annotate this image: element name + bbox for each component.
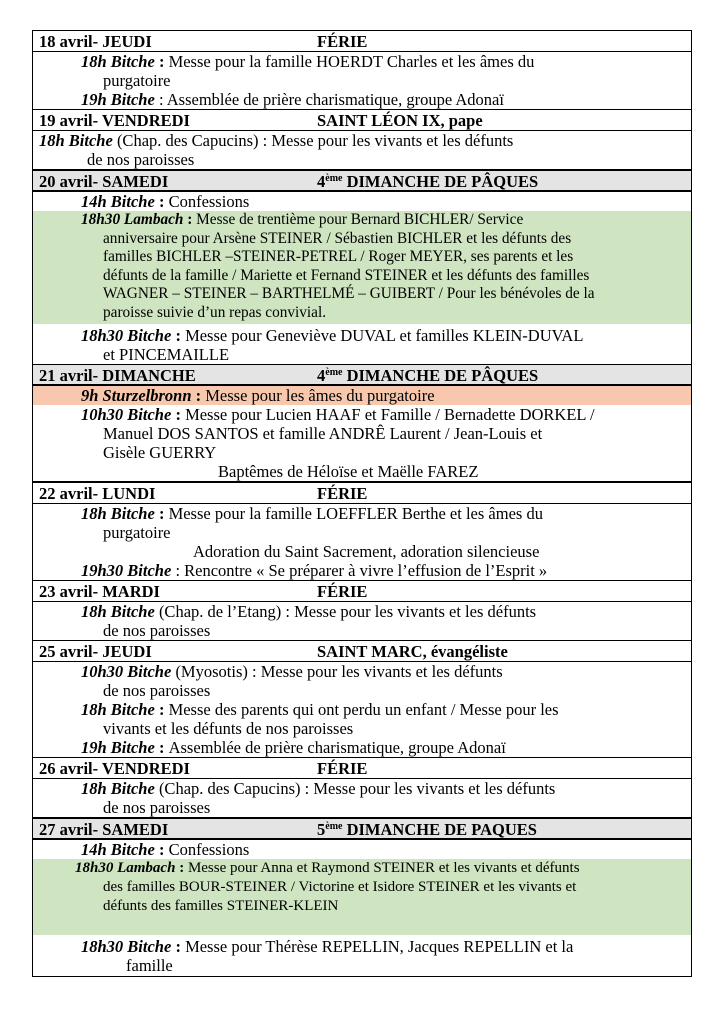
entry-location: 10h30 Bitche — [81, 405, 172, 424]
entry-location: 18h30 Bitche — [81, 937, 172, 956]
day-header — [33, 641, 691, 662]
entry-location: 18h Bitche — [81, 602, 155, 621]
day-header — [33, 581, 691, 602]
day-date: 20 avril- SAMEDI — [39, 172, 169, 191]
day-entries — [33, 662, 691, 758]
schedule-table — [32, 30, 692, 977]
mass-entry: 18h30 Bitche : Messe pour Thérèse REPELLIN, Jacques REPELLIN et la famille — [81, 937, 574, 975]
mass-entry: 18h30 Lambach : Messe de trentième pour Bernard BICHLER/ Service anniversaire pour Arsène STEINER / Sébastien BICHLER et les défunts des familles BICHLER –STEINER-PETREL / Roger MEYER, ses parents et les défunts de la famille / Mariette et Fernand STEINER et les défunts des familles WAGNER – STEINER – BARTHELMÉ – GUIBERT / Pour les bénévoles de la paroisse suivie d’un repas convivial. — [33, 211, 691, 324]
day-date: 26 avril- VENDREDI — [39, 759, 190, 778]
mass-entry: 19h30 Bitche : Rencontre « Se préparer à vivre l’effusion de l’Esprit » — [81, 561, 548, 580]
entry-text: Messe pour Geneviève DUVAL et familles KLEIN-DUVAL — [185, 326, 584, 345]
day-date: 18 avril- JEUDI — [39, 32, 152, 51]
entry-text: Messe pour la famille HOERDT Charles et les âmes du — [168, 52, 535, 71]
day-date: 27 avril- SAMEDI — [39, 820, 169, 839]
entry-location: 18h Bitche — [39, 131, 113, 150]
day-header — [33, 758, 691, 779]
mass-entry: 18h Bitche : Messe pour la famille HOERDT Charles et les âmes du purgatoire — [81, 52, 535, 90]
day-date: 23 avril- MARDI — [39, 582, 160, 601]
day-feast: 5ème DIMANCHE DE PAQUES — [317, 820, 537, 839]
day-feast: FÉRIE — [317, 759, 368, 778]
day-entries — [33, 779, 691, 819]
entry-text: Messe des parents qui ont perdu un enfant / Messe pour les — [168, 700, 559, 719]
day-feast: FÉRIE — [317, 32, 368, 51]
day-feast: 4ème DIMANCHE DE PÂQUES — [317, 366, 539, 385]
entry-location: 18h Bitche — [81, 700, 155, 719]
entry-text: Assemblée de prière charismatique, groupe Adonaï — [166, 90, 504, 109]
mass-entry: 18h30 Lambach : Messe pour Anna et Raymond STEINER et les vivants et défunts des familles BOUR-STEINER / Victorine et Isidore STEINER et les vivants et défunts des familles STEINER-KLEIN — [33, 859, 691, 935]
day-header — [33, 365, 691, 386]
entry-text: Messe pour Thérèse REPELLIN, Jacques REPELLIN et la — [185, 937, 574, 956]
day-date: 19 avril- VENDREDI — [39, 111, 190, 130]
day-feast: SAINT LÉON IX, pape — [317, 111, 483, 130]
entry-location: 18h30 Lambach — [75, 860, 176, 876]
mass-entry: 18h Bitche (Chap. de l’Etang) : Messe pour les vivants et les défunts de nos paroisses — [81, 602, 537, 640]
entry-location: 18h30 Bitche — [81, 326, 172, 345]
entry-text: Messe pour les âmes du purgatoire — [205, 386, 435, 405]
entry-location: 10h30 Bitche — [81, 662, 172, 681]
mass-entry: 10h30 Bitche (Myosotis) : Messe pour les vivants et les défunts de nos paroisses — [81, 662, 503, 700]
entry-text: Rencontre « Se préparer à vivre l’effusion de l’Esprit » — [184, 561, 548, 580]
day-date: 22 avril- LUNDI — [39, 484, 156, 503]
mass-entry: 18h Bitche : Messe pour la famille LOEFFLER Berthe et les âmes du purgatoire — [81, 504, 543, 542]
day-header — [33, 31, 691, 52]
day-feast: FÉRIE — [317, 582, 368, 601]
mass-entry: 19h Bitche : Assemblée de prière charismatique, groupe Adonaï — [81, 90, 504, 109]
entry-text: Messe pour la famille LOEFFLER Berthe et les âmes du — [168, 504, 543, 523]
adoration-note: Adoration du Saint Sacrement, adoration silencieuse — [193, 542, 540, 561]
entry-location: 18h Bitche — [81, 779, 155, 798]
entry-text: Messe pour Anna et Raymond STEINER et les vivants et défunts — [187, 860, 580, 876]
day-entries — [33, 602, 691, 641]
day-header — [33, 819, 691, 840]
entry-location: 19h30 Bitche — [81, 561, 172, 580]
entry-text: Confessions — [168, 192, 250, 211]
entry-text: Messe pour Lucien HAAF et Famille / Bernadette DORKEL / — [185, 405, 595, 424]
entry-text: Messe de trentième pour Bernard BICHLER/ Service — [196, 211, 524, 228]
mass-entry: 9h Sturzelbronn : Messe pour les âmes du purgatoire — [33, 386, 691, 405]
mass-entry: 18h Bitche : Messe des parents qui ont perdu un enfant / Messe pour les vivants et les défunts de nos paroisses — [81, 700, 559, 738]
day-entries — [33, 840, 691, 976]
entry-text: Messe pour les vivants et les défunts — [271, 131, 514, 150]
mass-entry: 14h Bitche : Confessions — [81, 840, 250, 859]
mass-entry: 18h Bitche (Chap. des Capucins) : Messe pour les vivants et les défunts de nos paroisses — [81, 779, 556, 817]
entry-location: 18h30 Lambach — [81, 211, 184, 228]
entry-location: 9h Sturzelbronn — [81, 386, 192, 405]
day-feast: SAINT MARC, évangéliste — [317, 642, 508, 661]
mass-entry: 18h30 Bitche : Messe pour Geneviève DUVAL et familles KLEIN-DUVAL et PINCEMAILLE — [81, 326, 584, 364]
entry-text: Messe pour les vivants et les défunts — [260, 662, 503, 681]
mass-entry: 10h30 Bitche : Messe pour Lucien HAAF et Famille / Bernadette DORKEL / Manuel DOS SANTOS et famille ANDRÊ Laurent / Jean-Louis et Gisèle GUERRY — [81, 405, 595, 462]
day-entries — [33, 386, 691, 483]
day-date: 21 avril- DIMANCHE — [39, 366, 196, 385]
day-entries — [33, 504, 691, 581]
entry-location: 14h Bitche — [81, 840, 155, 859]
day-feast: 4ème DIMANCHE DE PÂQUES — [317, 172, 539, 191]
day-header — [33, 110, 691, 131]
entry-location: 19h Bitche — [81, 90, 155, 109]
entry-location: 19h Bitche — [81, 738, 155, 757]
entry-text: Messe pour les vivants et les défunts — [294, 602, 537, 621]
entry-location: 18h Bitche — [81, 504, 155, 523]
baptism-note: Baptêmes de Héloïse et Maëlle FAREZ — [218, 462, 479, 481]
day-date: 25 avril- JEUDI — [39, 642, 152, 661]
day-header — [33, 483, 691, 504]
day-feast: FÉRIE — [317, 484, 368, 503]
day-entries — [33, 131, 691, 171]
entry-text: Confessions — [168, 840, 250, 859]
entry-text: Messe pour les vivants et les défunts — [313, 779, 556, 798]
entry-text: Assemblée de prière charismatique, groupe Adonaï — [168, 738, 506, 757]
day-entries — [33, 192, 691, 365]
day-header — [33, 171, 691, 192]
entry-location: 14h Bitche — [81, 192, 155, 211]
entry-location: 18h Bitche — [81, 52, 155, 71]
mass-entry: 19h Bitche : Assemblée de prière charismatique, groupe Adonaï — [81, 738, 506, 757]
mass-entry: 14h Bitche : Confessions — [81, 192, 250, 211]
day-entries — [33, 52, 691, 110]
mass-entry: 18h Bitche (Chap. des Capucins) : Messe pour les vivants et les défunts de nos paroisses — [39, 131, 514, 169]
